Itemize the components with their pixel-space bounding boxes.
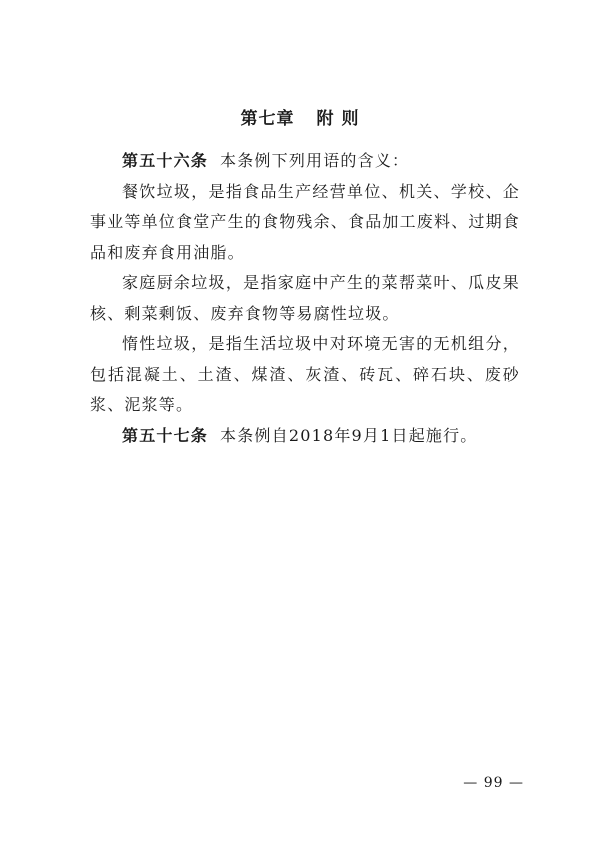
chapter-label: 第七章 — [240, 109, 295, 129]
article-text: 本条例自2018年9月1日起施行。 — [220, 425, 478, 445]
article-number: 第五十六条 — [122, 151, 209, 170]
article-56 — [90, 146, 520, 177]
chapter-body — [90, 146, 520, 451]
definition-paragraph: 惰性垃圾，是指生活垃圾中对环境无害的无机组分，包括混凝土、土渣、煤渣、灰渣、砖瓦、碎石块、废砂浆、泥浆等。 — [90, 334, 520, 414]
definition-paragraph: 家庭厨余垃圾，是指家庭中产生的菜帮菜叶、瓜皮果核、剩菜剩饭、废弃食物等易腐性垃圾。 — [90, 273, 520, 323]
page-number: — 99 — — [463, 775, 524, 791]
chapter-title: 附 则 — [316, 109, 360, 129]
article-57 — [90, 421, 520, 452]
article-number: 第五十七条 — [122, 425, 209, 445]
chapter-heading — [0, 104, 600, 129]
definition-paragraph: 餐饮垃圾，是指食品生产经营单位、机关、学校、企事业等单位食堂产生的食物残余、食品加工废料、过期食品和废弃食用油脂。 — [90, 181, 521, 262]
article-text: 本条例下列用语的含义： — [220, 151, 410, 170]
